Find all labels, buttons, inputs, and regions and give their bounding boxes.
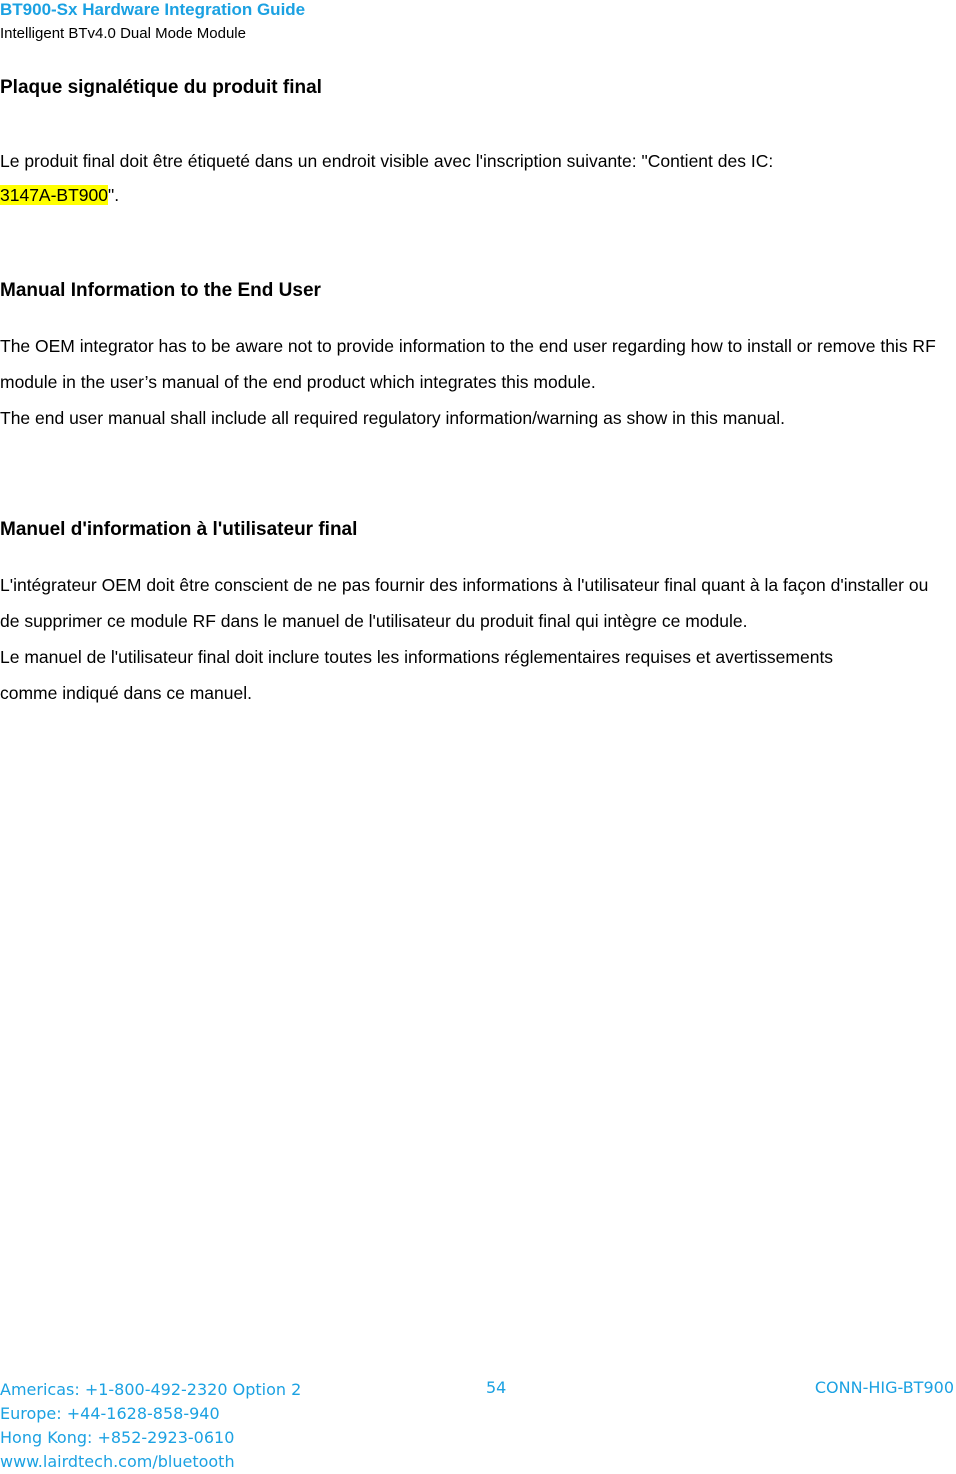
- footer-hong-kong-phone: Hong Kong: +852-2923-0610: [0, 1428, 235, 1447]
- section-paragraph: The end user manual shall include all required regulatory information/warning as show in this manual.: [0, 408, 786, 428]
- document-subtitle: Intelligent BTv4.0 Dual Mode Module: [0, 25, 246, 42]
- section-paragraph: Le manuel de l'utilisateur final doit inclure toutes les informations réglementaires requises et avertissements comme indiqué dans ce manuel.: [0, 647, 834, 703]
- section-heading: Manuel d'information à l'utilisateur final: [0, 519, 358, 540]
- section-plaque-signaletique: [0, 76, 956, 212]
- section-heading: Manual Information to the End User: [0, 280, 321, 301]
- ic-number-highlight: 3147A-BT900: [0, 185, 108, 205]
- footer-contacts: [0, 1378, 301, 1474]
- footer-europe-phone: Europe: +44-1628-858-940: [0, 1404, 220, 1423]
- paragraph-text-end: ".: [108, 185, 120, 205]
- paragraph-text: Le produit final doit être étiqueté dans un endroit visible avec l'inscription suivante: "Contient des IC:: [0, 151, 774, 171]
- section-manual-information: [0, 279, 956, 436]
- footer-website-link[interactable]: www.lairdtech.com/bluetooth: [0, 1452, 235, 1471]
- page-number: 54: [486, 1378, 507, 1397]
- footer-americas-phone: Americas: +1-800-492-2320 Option 2: [0, 1380, 302, 1399]
- section-paragraph: L'intégrateur OEM doit être conscient de ne pas fournir des informations à l'utilisateur final quant à la façon d'installer ou de supprimer ce module RF dans le manuel de l'utilisateur du produit final qui intègre ce module.: [0, 575, 929, 631]
- document-title: BT900-Sx Hardware Integration Guide: [0, 0, 306, 19]
- section-paragraph: [0, 144, 920, 212]
- section-heading: Plaque signalétique du produit final: [0, 77, 322, 98]
- section-paragraph: The OEM integrator has to be aware not to provide information to the end user regarding how to install or remove this RF module in the user’s manual of the end product which integrates this module.: [0, 336, 936, 392]
- document-code: CONN-HIG-BT900: [814, 1378, 954, 1397]
- section-manuel-information: [0, 518, 956, 711]
